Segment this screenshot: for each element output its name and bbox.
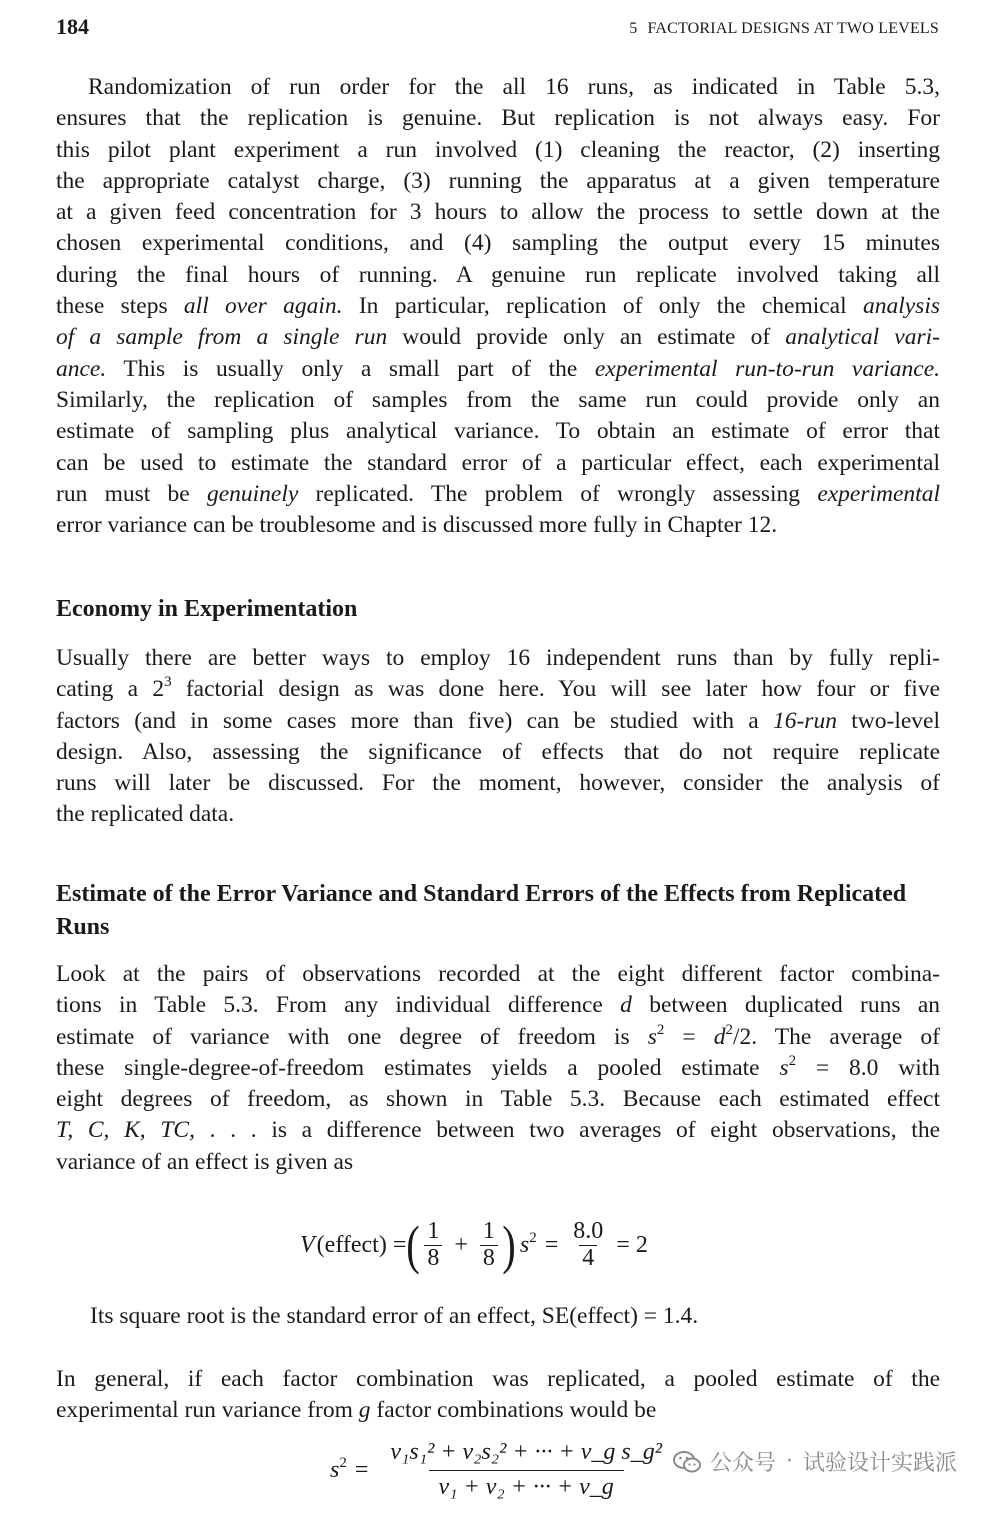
text-line: experimental run variance from g factor combinations would be [56,1397,657,1424]
text-line: estimate of variance with one degree of freedom is $s^2 = d^2/2$. The average of [56,1021,940,1050]
text-line: can be used to estimate the standard error of a particular effect, each experimental [56,449,940,476]
eq2-equals: = [354,1456,369,1483]
text-line: at a given feed concentration for 3 hours to allow the process to settle down at the [56,199,940,226]
text-line: ensures that the replication is genuine. But replication is not always easy. For [56,105,940,132]
paragraph-error-variance [56,959,940,1178]
pooled-variance-equation [330,1420,676,1520]
text-line: Randomization of run order for the all 16 runs, as indicated in Table 5.3, [88,74,940,100]
text-line: Similarly, the replication of samples from the same run could provide only an [56,386,940,413]
text-line: variance of an effect is given as [56,1148,354,1175]
text-line: eight degrees of freedom, as shown in Table 5.3. Because each estimated effect [56,1086,940,1113]
text-line: In general, if each factor combination was replicated, a pooled estimate of the [56,1366,940,1392]
running-title: FACTORIAL DESIGNS AT TWO LEVELS [647,20,939,37]
text-line: run must be genuinely replicated. The problem of wrongly assessing experimental [56,480,940,507]
eq2-denominator: ν₁ + ν₂ + ··· + ν_g [429,1470,624,1504]
eq-lhs-v: V [300,1231,315,1258]
eq-fraction-one-eighth-a [424,1219,442,1270]
variance-equation [300,1208,648,1282]
text-line: ance. This is usually only a small part of the experimental run-to-run variance. [56,355,940,382]
text-line: the appropriate catalyst charge, (3) running the apparatus at a given temperature [56,167,940,194]
text-line: Usually there are better ways to employ 16 independent runs than by fully repli- [56,645,940,671]
text-line: tions in Table 5.3. From any individual difference d between duplicated runs an [56,992,940,1019]
eq-frac2-den: 8 [480,1245,498,1271]
text-line: these steps all over again. In particular, replication of only the chemical analysis [56,293,940,320]
running-head [629,20,939,38]
watermark-account: 试验设计实践派 [802,1451,957,1476]
wechat-icon [672,1449,702,1475]
text-line: Look at the pairs of observations recorded at the eight different factor combina- [56,961,940,987]
section-heading-economy: Economy in Experimentation [56,596,358,622]
paragraph-economy [56,643,940,831]
text-line: during the final hours of running. A genuine run replicate involved taking all [56,261,940,288]
text-line: of a sample from a single run would provide only an estimate of analytical vari- [56,324,940,351]
wechat-watermark [672,1446,957,1477]
text-line: these single-degree-of-freedom estimates yields a pooled estimate $s^2 = 8.0$ with [56,1052,940,1081]
text-line: estimate of sampling plus analytical variance. To obtain an estimate of error that [56,418,940,445]
text-line: design. Also, assessing the significance of effects that do not require replicate [56,738,940,765]
eq-s-squared: $s^2$ [519,1229,537,1258]
eq-fraction-pooled [570,1219,606,1270]
eq2-lhs: $s^2$ [330,1454,347,1483]
eq-equals: = [544,1231,559,1258]
text-line: T, C, K, TC, . . . is a difference between two averages of eight observations, the [56,1117,941,1144]
paragraph-randomization [56,72,940,541]
page-header [56,14,939,44]
eq2-fraction [380,1436,672,1503]
text-line: runs will later be discussed. For the moment, however, consider the analysis of [56,770,940,797]
standard-error-line: Its square root is the standard error of an effect, SE(effect) = 1.4. [90,1303,699,1329]
eq-open-paren: ( [406,1215,421,1275]
eq-frac3-den: 4 [579,1245,597,1271]
text-line: the replicated data. [56,801,235,828]
section-heading-error-variance: Estimate of the Error Variance and Standard Errors of the Effects from Replicated Runs [56,881,907,940]
eq-frac1-den: 8 [424,1245,442,1271]
text-line: error variance can be troublesome and is discussed more fully in Chapter 12. [56,512,778,539]
eq-fraction-one-eighth-b [480,1219,498,1270]
watermark-platform: 公众号 [709,1451,776,1476]
eq-lhs-arg: (effect) = [316,1231,407,1258]
text-line: this pilot plant experiment a run involved (1) cleaning the reactor, (2) inserting [56,136,940,163]
eq-frac2-num: 1 [482,1218,495,1245]
text-line: chosen experimental conditions, and (4) sampling the output every 15 minutes [56,230,940,257]
eq2-numerator: ν₁s₁² + ν₂s₂² + ··· + ν_g s_g² [390,1439,662,1466]
text-line: cating a $2^3$ factorial design as was done here. You will see later how four or five [56,674,940,703]
eq-plus: + [454,1231,468,1258]
eq-result: = 2 [616,1231,648,1258]
eq-frac3-num: 8.0 [573,1218,604,1245]
watermark-separator: · [785,1449,793,1474]
eq-frac1-num: 1 [427,1218,440,1245]
chapter-number: 5 [629,20,638,37]
text-line: factors (and in some cases more than five) can be studied with a 16-run two-level [56,707,940,734]
eq-close-paren: ) [502,1215,516,1275]
paragraph-pooled-estimate [56,1364,940,1427]
page-number: 184 [56,14,89,39]
